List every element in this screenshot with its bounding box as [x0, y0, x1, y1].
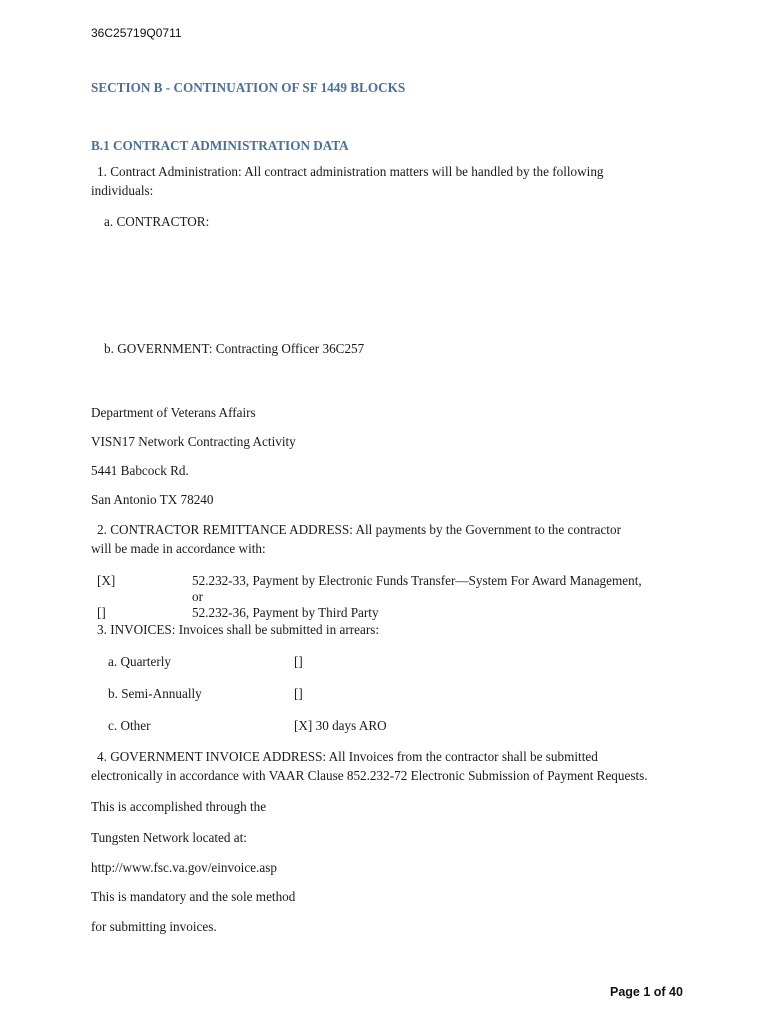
contractor-label: a. CONTRACTOR: [104, 214, 210, 229]
document-number: 36C25719Q0711 [91, 26, 182, 40]
page-number: Page 1 of 40 [610, 985, 683, 999]
government-label: b. GOVERNMENT: Contracting Officer 36C257 [104, 341, 365, 356]
item4-line2: electronically in accordance with VAAR Clause 852.232-72 Electronic Submission of Payment Requests. [91, 768, 648, 783]
address-line-3: 5441 Babcock Rd. [91, 463, 189, 478]
item3-line1: 3. INVOICES: Invoices shall be submitted in arrears: [97, 622, 380, 637]
item1-line1: 1. Contract Administration: All contract administration matters will be handled by the following [97, 164, 604, 179]
remittance-option-1-mark: [X] [97, 573, 116, 588]
address-line-4: San Antonio TX 78240 [91, 492, 214, 507]
invoice-paragraph-3: This is mandatory and the sole method [91, 889, 296, 904]
remittance-option-2-text: 52.232-36, Payment by Third Party [192, 605, 379, 620]
invoice-frequency-label: b. Semi-Annually [108, 686, 202, 701]
invoice-paragraph-4: for submitting invoices. [91, 919, 217, 934]
remittance-option-2-mark: [] [97, 605, 106, 620]
remittance-option-1-text: 52.232-33, Payment by Electronic Funds Transfer—System For Award Management, [192, 573, 642, 588]
address-line-2: VISN17 Network Contracting Activity [91, 434, 296, 449]
item1-line2: individuals: [91, 183, 154, 198]
invoice-frequency-mark: [] [294, 686, 303, 701]
invoice-paragraph-2: Tungsten Network located at: [91, 830, 247, 845]
item2-line1: 2. CONTRACTOR REMITTANCE ADDRESS: All payments by the Government to the contractor [97, 522, 621, 537]
section-title: SECTION B - CONTINUATION OF SF 1449 BLOCKS [91, 80, 406, 95]
address-line-1: Department of Veterans Affairs [91, 405, 256, 420]
invoice-paragraph-1: This is accomplished through the [91, 799, 267, 814]
invoice-frequency-mark: [X] 30 days ARO [294, 718, 387, 733]
item2-line2: will be made in accordance with: [91, 541, 266, 556]
invoice-frequency-mark: [] [294, 654, 303, 669]
remittance-option-1-text2: or [192, 589, 203, 604]
item4-line1: 4. GOVERNMENT INVOICE ADDRESS: All Invoices from the contractor shall be submitted [97, 749, 598, 764]
invoice-frequency-label: a. Quarterly [108, 654, 171, 669]
subsection-title: B.1 CONTRACT ADMINISTRATION DATA [91, 138, 349, 153]
invoice-url: http://www.fsc.va.gov/einvoice.asp [91, 860, 277, 875]
invoice-frequency-label: c. Other [108, 718, 151, 733]
